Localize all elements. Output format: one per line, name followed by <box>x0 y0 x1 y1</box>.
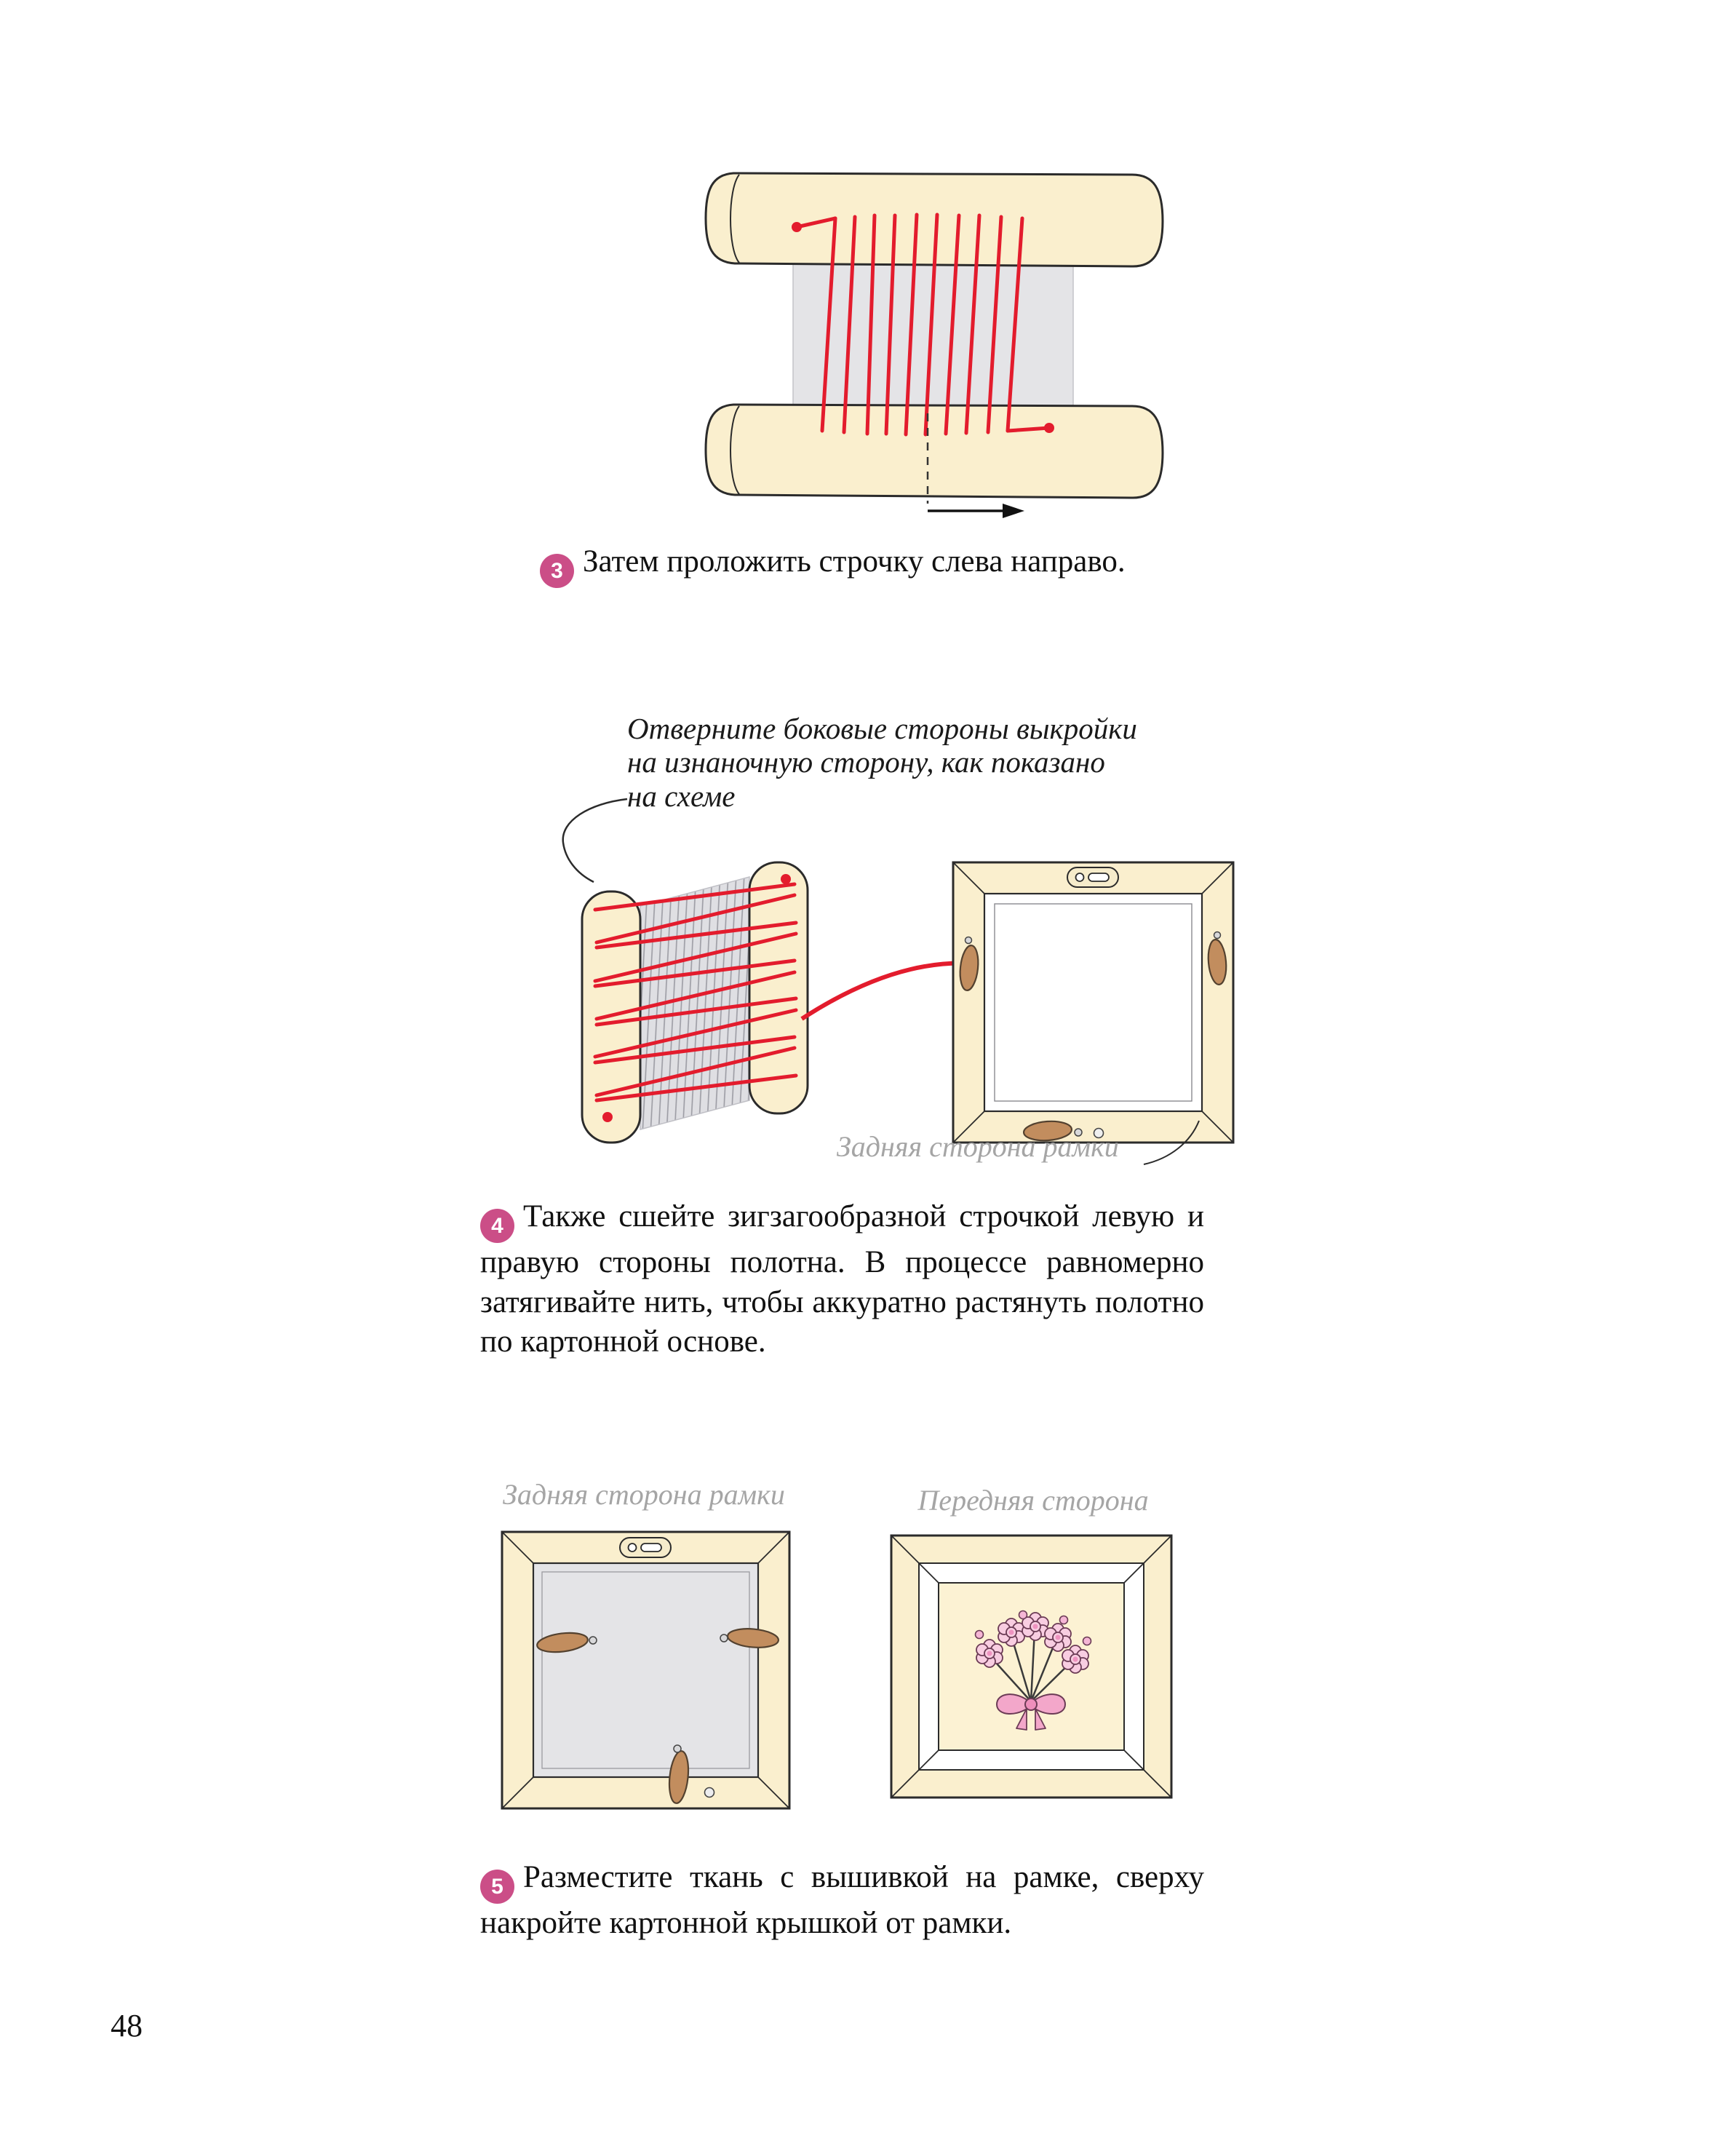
fabric-roll-bottom <box>706 405 1163 498</box>
illustration-frame-back <box>484 1517 804 1823</box>
step-5 <box>480 1858 1204 1944</box>
note-pointer-line <box>563 799 627 882</box>
frame-front-view <box>891 1536 1171 1798</box>
direction-arrow <box>928 504 1024 518</box>
caption-frame-back-bottom: Задняя сторона рамки <box>503 1478 785 1511</box>
step-4 <box>480 1197 1204 1362</box>
frame-back-svg <box>484 1517 804 1823</box>
frame-front-svg <box>873 1521 1193 1812</box>
thread-knot-dot <box>781 874 791 884</box>
hanger-icon <box>620 1538 671 1557</box>
illustration-stitching-top <box>677 146 1215 531</box>
page-number: 48 <box>111 2008 143 2043</box>
fold-note-line-2: на изнаночную сторону, как показано <box>627 745 1105 779</box>
step-3 <box>540 542 1224 588</box>
step-4-text: Также сшейте зигзагообразной строчкой левую и правую стороны полотна. В процессе равномерно затягивайте нить, чтобы аккуратно растянуть полотно по картонной основе. <box>480 1199 1204 1359</box>
thread-end-dot <box>1044 423 1054 433</box>
illustration-frame-front <box>873 1521 1193 1812</box>
step-3-badge: 3 <box>540 554 574 588</box>
hanger-icon <box>1067 867 1118 887</box>
frame-back-mid <box>953 862 1233 1143</box>
step-4-badge: 4 <box>480 1209 514 1243</box>
thread-end-dot <box>602 1112 613 1122</box>
fold-note-line-1: Отверните боковые стороны выкройки <box>627 712 1137 745</box>
stitching-top-svg <box>677 146 1215 531</box>
step-3-text: Затем проложить строчку слева направо. <box>583 544 1126 579</box>
caption-frame-back-mid: Задняя сторона рамки <box>837 1130 1119 1163</box>
illustration-fabric-and-frame <box>538 757 1266 1186</box>
step-5-text: Разместите ткань с вышивкой на рамке, сверху накройте картонной крышкой от рамки. <box>480 1860 1204 1941</box>
fold-note-line-3: на схеме <box>627 779 736 813</box>
fabric-frame-svg <box>538 757 1266 1186</box>
thread-knot-dot <box>792 222 802 232</box>
step-5-badge: 5 <box>480 1870 514 1904</box>
frame-back-view <box>502 1532 789 1808</box>
caption-frame-front-bottom: Передняя сторона <box>917 1484 1149 1517</box>
